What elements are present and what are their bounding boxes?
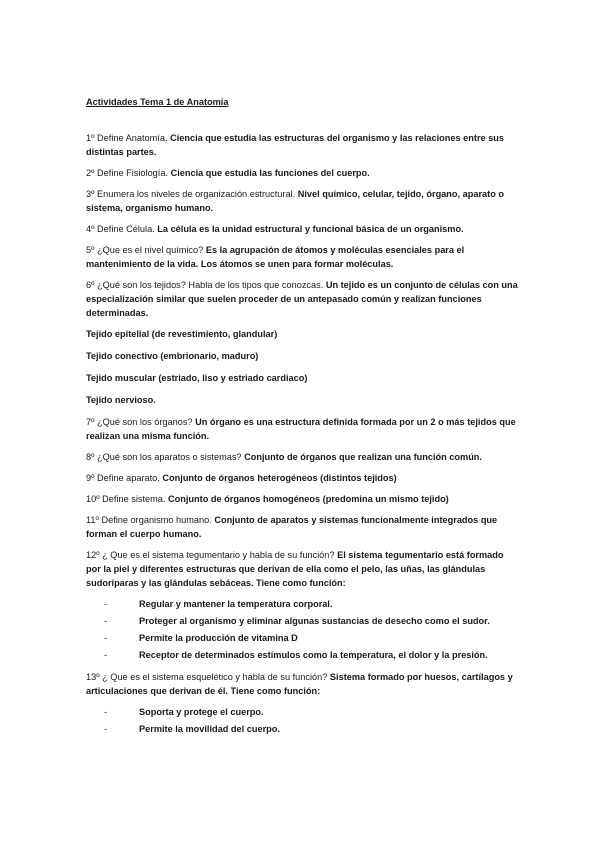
- answer-text: El sistema tegumentario está formado por la piel y diferentes estructuras que derivan de ella como el pelo, las uñas, las glándulas sudoríparas y las glándulas sebáceas. Tiene como función:: [86, 550, 504, 588]
- dash-bullet: -: [104, 707, 108, 717]
- list-item: [104, 722, 520, 736]
- dash-bullet: -: [104, 616, 108, 626]
- answer-text: Un órgano es una estructura definida formada por un 2 o más tejidos que realizan una misma función.: [86, 417, 516, 441]
- list-item: [104, 648, 520, 662]
- tegumentary-function-list: [86, 597, 520, 662]
- list-item-text: Permite la movilidad del cuerpo.: [139, 724, 280, 734]
- list-item: [104, 614, 520, 628]
- question-10: [86, 492, 520, 506]
- question-9: [86, 471, 520, 485]
- question-text: 5º ¿Que es el nivel químico?: [86, 245, 204, 255]
- question-text: 13º ¿ Que es el sistema esquelético y habla de su función?: [86, 672, 328, 682]
- question-4: [86, 222, 520, 236]
- list-item-text: Soporta y protege el cuerpo.: [139, 707, 264, 717]
- answer-text: La célula es la unidad estructural y funcional básica de un organismo.: [157, 224, 464, 234]
- question-text: 8º ¿Qué son los aparatos o sistemas?: [86, 452, 242, 462]
- list-item-text: Permite la producción de vitamina D: [139, 633, 298, 643]
- tissue-type: Tejido epitelial (de revestimiento, glandular): [86, 329, 278, 339]
- answer-text: Ciencia que estudia las funciones del cuerpo.: [170, 168, 370, 178]
- question-1: [86, 131, 520, 159]
- question-8: [86, 450, 520, 464]
- list-item: [104, 705, 520, 719]
- dash-bullet: -: [104, 633, 108, 643]
- list-item-text: Regular y mantener la temperatura corporal.: [139, 599, 333, 609]
- answer-text: Conjunto de aparatos y sistemas funcionalmente integrados que forman el cuerpo humano.: [86, 515, 498, 539]
- question-text: 7º ¿Qué son los órganos?: [86, 417, 193, 427]
- dash-bullet: -: [104, 599, 108, 609]
- question-text: 12º ¿ Que es el sistema tegumentario y habla de su función?: [86, 550, 335, 560]
- question-7: [86, 415, 520, 443]
- list-item: [104, 631, 520, 645]
- question-text: 4º Define Célula.: [86, 224, 155, 234]
- document-title: Actividades Tema 1 de Anatomía: [86, 97, 229, 107]
- answer-text: Un tejido es un conjunto de células con una especialización similar que suelen proceder de un antepasado común y realizan funciones determinadas.: [86, 280, 518, 318]
- answer-text: Conjunto de órganos heterogéneos (distintos tejidos): [162, 473, 397, 483]
- question-text: 11º Define organismo humano.: [86, 515, 212, 525]
- answer-text: Conjunto de órganos que realizan una función común.: [244, 452, 482, 462]
- question-text: 2º Define Fisiología.: [86, 168, 169, 178]
- dash-bullet: -: [104, 724, 108, 734]
- skeletal-function-list: [86, 705, 520, 736]
- question-5: [86, 243, 520, 271]
- answer-text: Es la agrupación de átomos y moléculas esenciales para el mantenimiento de la vida. Los átomos se unen para formar moléculas.: [86, 245, 465, 269]
- list-item: [104, 597, 520, 611]
- question-13: [86, 670, 520, 698]
- question-text: 3º Enumera los niveles de organización estructural.: [86, 189, 296, 199]
- question-6: [86, 278, 520, 320]
- question-text: 6º ¿Qué son los tejidos? Habla de los tipos que conozcas.: [86, 280, 324, 290]
- question-12: [86, 548, 520, 590]
- question-2: [86, 166, 520, 180]
- question-text: 10º Define sistema.: [86, 494, 166, 504]
- answer-text: Ciencia que estudia las estructuras del organismo y las relaciones entre sus distintas partes.: [86, 133, 505, 157]
- answer-text: Nivel químico, celular, tejido, órgano, aparato o sistema, organismo humano.: [86, 189, 504, 213]
- tissue-type: Tejido conectivo (embrionario, maduro): [86, 351, 259, 361]
- question-3: [86, 187, 520, 215]
- tissue-type: Tejido nervioso.: [86, 395, 156, 405]
- tissue-type: Tejido muscular (estriado, liso y estriado cardiaco): [86, 373, 308, 383]
- list-item-text: Receptor de determinados estímulos como la temperatura, el dolor y la presión.: [139, 650, 488, 660]
- list-item-text: Proteger al organismo y eliminar algunas sustancias de desecho como el sudor.: [139, 616, 490, 626]
- question-text: 9º Define aparato.: [86, 473, 160, 483]
- question-text: 1º Define Anatomía.: [86, 133, 168, 143]
- question-11: [86, 513, 520, 541]
- answer-text: Sistema formado por huesos, cartílagos y articulaciones que derivan de él. Tiene como función:: [86, 672, 513, 696]
- dash-bullet: -: [104, 650, 108, 660]
- answer-text: Conjunto de órganos homogéneos (predomina un mismo tejido): [168, 494, 449, 504]
